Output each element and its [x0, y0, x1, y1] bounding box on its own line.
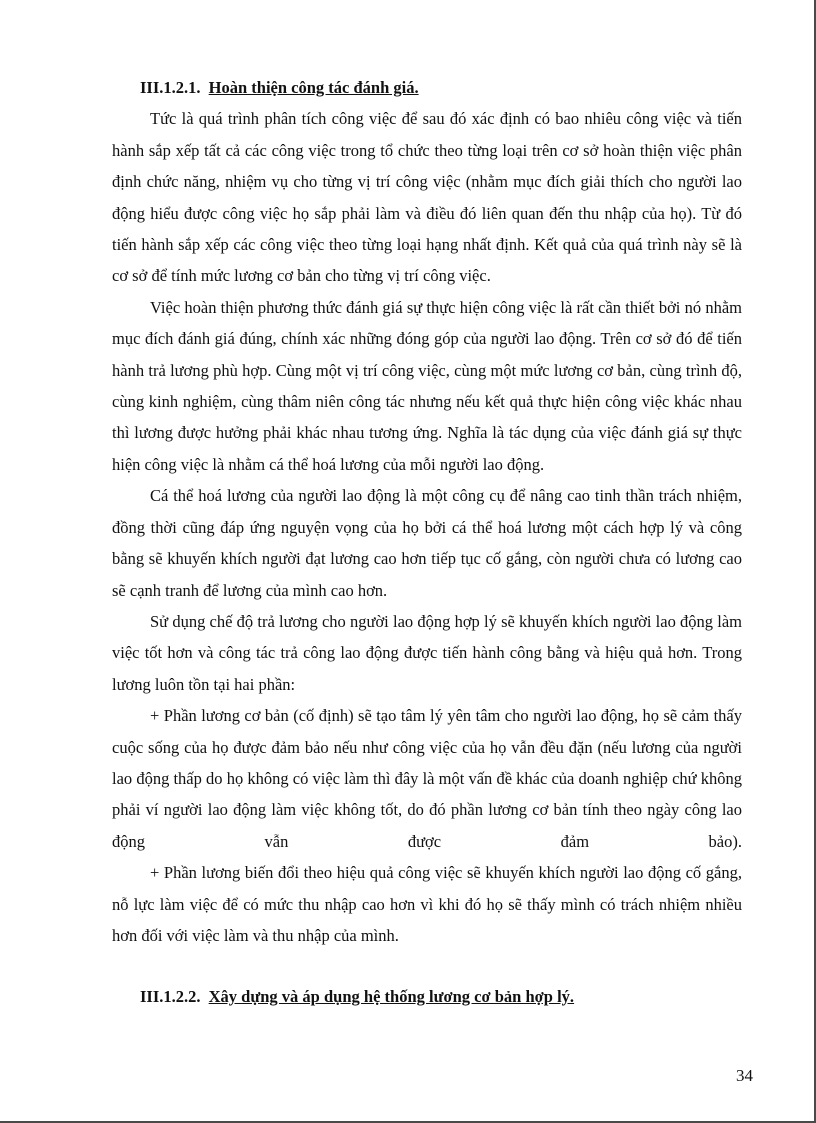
page-number: 34: [736, 1066, 753, 1085]
paragraph: Tức là quá trình phân tích công việc để sau đó xác định có bao nhiêu công việc và tiến hành sắp xếp tất cả các công việc trong tổ chức theo từng loại trên cơ sở hoàn thiện việc phân định chức năng, nhiệm vụ cho từng vị trí công việc (nhằm mục đích giải thích cho người lao động hiểu được công việc họ sắp phải làm và điều đó liên quan đến thu nhập của họ). Từ đó tiến hành sắp xếp các công việc theo từng loại hạng nhất định. Kết quả của quá trình này sẽ là cơ sở để tính mức lương cơ bản cho từng vị trí công việc.: [112, 109, 742, 286]
section-title: Xây dựng và áp dụng hệ thống lương cơ bản hợp lý.: [208, 987, 575, 1007]
paragraph: Sử dụng chế độ trả lương cho người lao động hợp lý sẽ khuyến khích người lao động làm việc tốt hơn và công tác trả công lao động được tiến hành công bằng và hiệu quả hơn. Trong lương luôn tồn tại hai phần:: [112, 611, 742, 694]
bullet-paragraph: + Phần lương biến đổi theo hiệu quả công việc sẽ khuyến khích người lao động cố gắng, nỗ lực làm việc để có mức thu nhập cao hơn vì khi đó họ sẽ thấy mình có trách nhiệm nhiều hơn đối với việc làm và thu nhập của mình.: [112, 863, 742, 945]
bullet-paragraph: + Phần lương cơ bản (cố định) sẽ tạo tâm lý yên tâm cho người lao động, họ sẽ cảm thấy cuộc sống của họ được đảm bảo nếu như công việc của họ vẫn đều đặn (nếu lương của người lao động thấp do họ không có việc làm thì đây là một vấn đề khác của doanh nghiệp chứ không phải ví người lao động làm việc không tốt, do đó phần lương cơ bản tính theo ngày công lao động vẫn được đảm bảo).: [112, 706, 742, 851]
page-content: [112, 72, 742, 1013]
paragraph: Cá thể hoá lương của người lao động là một công cụ để nâng cao tinh thần trách nhiệm, đồng thời cũng đáp ứng nguyện vọng của họ bởi cá thể hoá lương một cách hợp lý và công bằng sẽ khuyến khích người đạt lương cao hơn tiếp tục cố gắng, còn người chưa có lương cao sẽ cạnh tranh để lương của mình cao hơn.: [112, 486, 742, 600]
section-number: III.1.2.1.: [140, 78, 201, 97]
paragraph: Việc hoàn thiện phương thức đánh giá sự thực hiện công việc là rất cần thiết bởi nó nhằm mục đích đánh giá đúng, chính xác những đóng góp của người lao động. Trên cơ sở đó để tiến hành trả lương phù hợp. Cùng một vị trí công việc, cùng một mức lương cơ bản, cùng trình độ, cùng kinh nghiệm, cùng thâm niên công tác nhưng nếu kết quả thực hiện công việc khác nhau thì lương được hưởng phải khác nhau tương ứng. Nghĩa là tác dụng của việc đánh giá sự thực hiện công việc là nhằm cá thể hoá lương của mỗi người lao động.: [112, 297, 742, 474]
section-heading-1: [112, 72, 742, 103]
section-title: Hoàn thiện công tác đánh giá.: [208, 78, 419, 97]
section-heading-2: [112, 981, 742, 1012]
section-number: III.1.2.2.: [140, 987, 201, 1007]
